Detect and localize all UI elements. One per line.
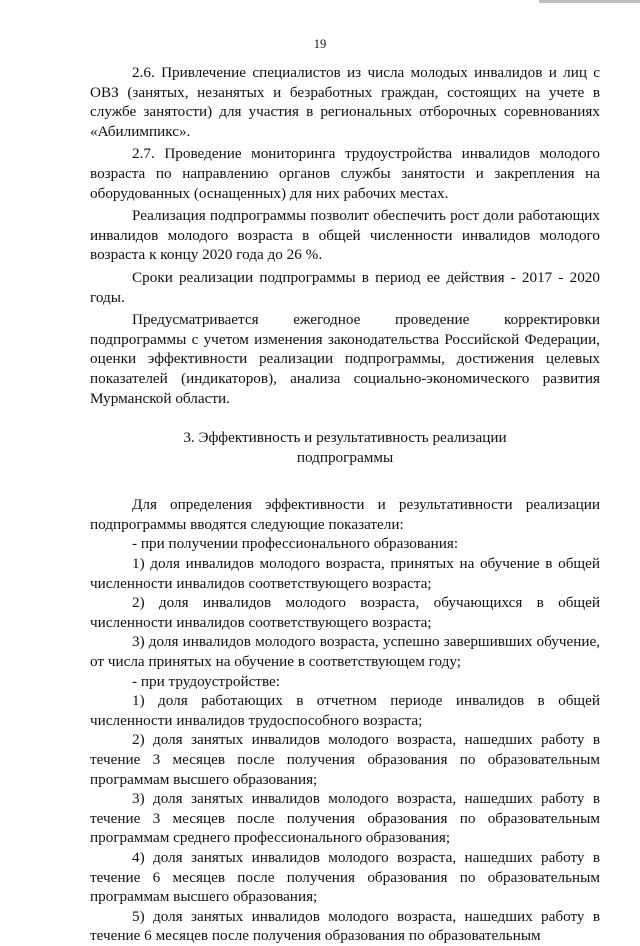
section-heading xyxy=(90,428,600,467)
section-heading-line-2: подпрограммы xyxy=(296,448,394,466)
list-item-employment-5: 5) доля занятых инвалидов молодого возраста, нашедших работу в течение 6 месяцев после получения образования по образовательным xyxy=(90,907,600,945)
page-number: 19 xyxy=(313,37,327,51)
list-item-employment-2: 2) доля занятых инвалидов молодого возраста, нашедших работу в течение 3 месяцев после получения образования по образовательным программам высшего образования; xyxy=(90,731,600,788)
paragraph-2-7: 2.7. Проведение мониторинга трудоустройства инвалидов молодого возраста по направлению органов службы занятости и закрепления на оборудованных (оснащенных) для них рабочих местах. xyxy=(90,145,600,202)
list-item-education-3: 3) доля инвалидов молодого возраста, успешно завершивших обучение, от числа принятых на обучение в соответствующем году; xyxy=(90,633,600,671)
paragraph-terms: Сроки реализации подпрограммы в период ее действия - 2017 - 2020 годы. xyxy=(90,268,600,306)
document-body xyxy=(90,63,600,946)
list-heading-education: - при получении профессионального образования: xyxy=(132,535,459,553)
paragraph-result: Реализация подпрограммы позволит обеспечить рост доли работающих инвалидов молодого возраста в общей численности инвалидов молодого возраста к концу 2020 года до 26 %. xyxy=(90,207,600,264)
list-heading-employment: - при трудоустройстве: xyxy=(132,672,280,690)
paragraph-2-6: 2.6. Привлечение специалистов из числа молодых инвалидов и лиц с ОВЗ (занятых, незанятых и безработных граждан, состоящих на учете в службе занятости) для участия в региональных отборочных соревнованиях «Абилимпикс». xyxy=(90,64,600,140)
list-item-education-2: 2) доля инвалидов молодого возраста, обучающихся в общей численности инвалидов соответствующего возраста; xyxy=(90,594,600,631)
section-heading-line-1: 3. Эффективность и результативность реализации xyxy=(183,429,507,447)
list-item-employment-1: 1) доля работающих в отчетном периоде инвалидов в общей численности инвалидов трудоспособного возраста; xyxy=(90,692,600,729)
list-item-employment-4: 4) доля занятых инвалидов молодого возраста, нашедших работу в течение 6 месяцев после получения образования по образовательным программам высшего образования; xyxy=(90,848,600,906)
paragraph-indicators-intro: Для определения эффективности и результативности реализации подпрограммы вводятся следующие показатели: xyxy=(90,496,600,533)
paragraph-correction: Предусматривается ежегодное проведение корректировки подпрограммы с учетом изменения законодательства Российской Федерации, оценки эффективности реализации подпрограммы, достижения целевых показателей (индикаторов), анализа социально-экономического развития Мурманской области. xyxy=(90,311,600,407)
list-item-employment-3: 3) доля занятых инвалидов молодого возраста, нашедших работу в течение 3 месяцев после получения образования по образовательным программам среднего профессионального образования; xyxy=(90,790,600,847)
list-item-education-1: 1) доля инвалидов молодого возраста, принятых на обучение в общей численности инвалидов соответствующего возраста; xyxy=(90,555,600,592)
scan-edge-line xyxy=(539,0,640,3)
